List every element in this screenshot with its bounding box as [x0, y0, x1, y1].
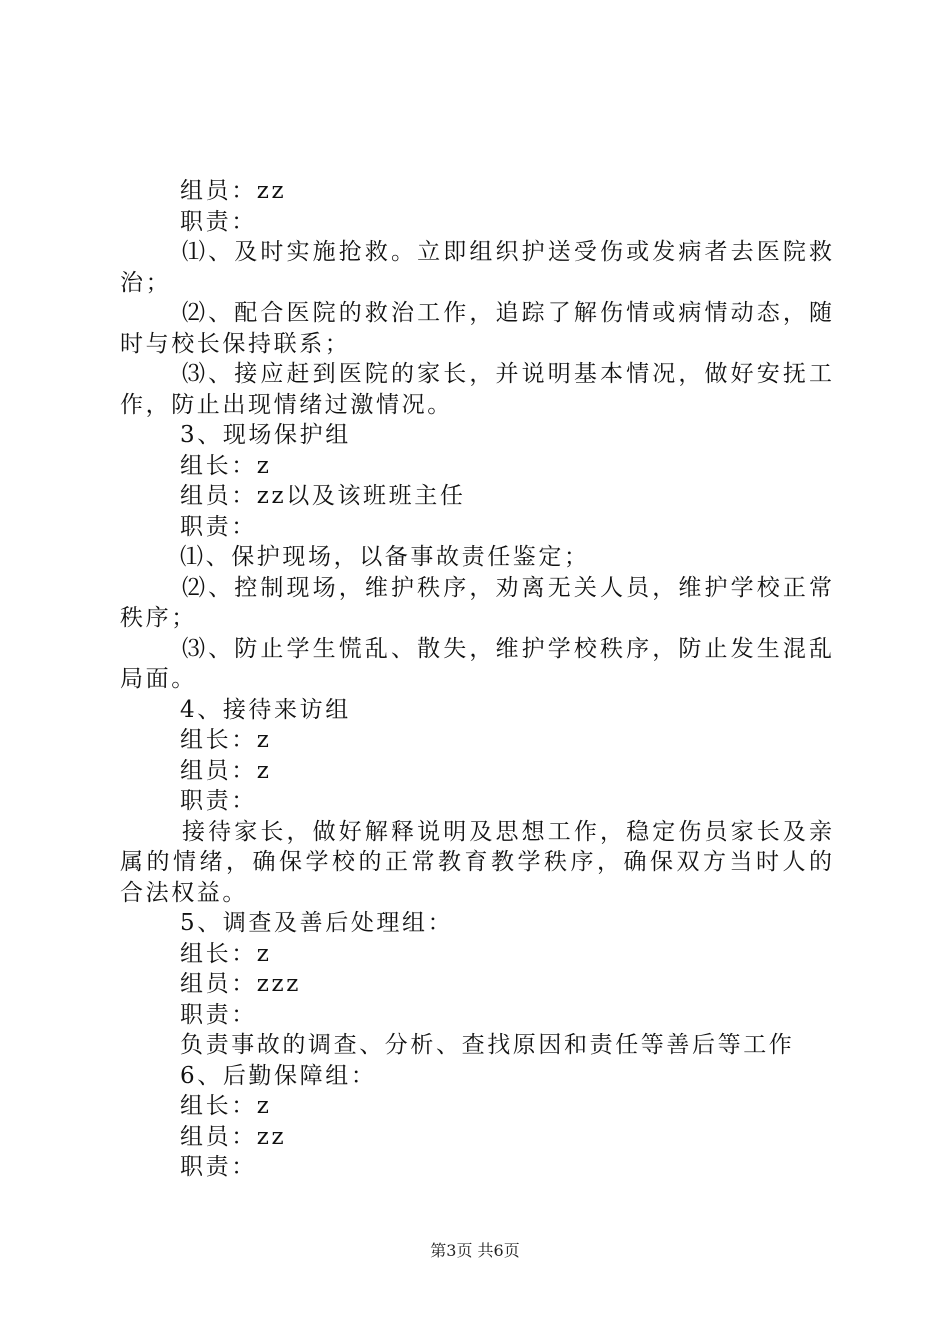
text-char: 、: [208, 635, 232, 662]
text-char: 序: [626, 635, 650, 662]
text-char: 时: [260, 239, 284, 265]
text-char: 作: [443, 300, 467, 326]
text-char: 家: [417, 361, 441, 387]
text-char: 乱: [364, 635, 388, 662]
text-line: 6、后勤保障组：: [180, 1062, 377, 1089]
text-char: 抚: [782, 361, 806, 387]
text-char: 学: [517, 849, 541, 875]
text-line: [120, 847, 832, 878]
text-char: 并: [495, 361, 519, 387]
text-char: ⑶: [182, 361, 205, 387]
text-char: 或: [626, 239, 650, 265]
text-line: ⑴、保护现场，以备事故责任鉴定；: [180, 544, 590, 570]
text-line: [120, 634, 832, 665]
text-char: 序: [570, 849, 594, 875]
text-char: 发: [652, 239, 676, 265]
text-char: 或: [652, 300, 676, 326]
text-char: 常: [411, 849, 435, 875]
text-line: 负责事故的调查、分析、查找原因和责任等善后等工作: [180, 1032, 795, 1058]
text-char: 工: [417, 300, 441, 326]
text-line: [120, 359, 832, 390]
text-char: 应: [260, 361, 284, 387]
text-char: 长: [260, 818, 284, 845]
text-char: 院: [364, 361, 388, 387]
text-char: ，: [286, 818, 310, 845]
text-char: 秩: [600, 635, 623, 662]
text-char: 伤: [678, 818, 702, 845]
text-char: 混: [782, 635, 806, 662]
text-char: 的: [809, 849, 832, 875]
text-char: 释: [391, 818, 414, 845]
text-char: 育: [464, 849, 488, 875]
text-line: 秩序；: [120, 605, 197, 631]
text-line: 组长：z: [180, 1093, 272, 1119]
text-char: 的: [358, 849, 382, 875]
text-char: 解: [573, 300, 597, 326]
text-char: 长: [443, 361, 467, 387]
text-char: 思: [495, 818, 519, 845]
text-char: 态: [756, 300, 780, 326]
text-char: 说: [417, 818, 441, 845]
text-char: 医: [338, 361, 362, 387]
text-char: ，: [678, 361, 702, 387]
text-char: 序: [443, 574, 467, 601]
text-char: 校: [332, 849, 355, 875]
text-char: 及: [469, 818, 493, 845]
text-char: ，: [469, 574, 493, 601]
text-char: ，: [782, 300, 806, 326]
text-char: 护: [391, 574, 414, 601]
document-body: [120, 176, 832, 1183]
text-char: 、: [208, 361, 232, 387]
text-char: ，: [469, 635, 493, 662]
text-char: 确: [252, 849, 276, 875]
text-line: 组员：zz: [180, 1123, 287, 1150]
text-line: 组员：zz: [180, 178, 287, 204]
text-char: ，: [600, 818, 623, 845]
text-char: 双: [676, 849, 700, 875]
text-char: 到: [312, 361, 336, 387]
text-char: 秩: [417, 574, 441, 601]
text-char: 即: [443, 239, 467, 265]
text-line: 5、调查及善后处理组：: [180, 910, 454, 936]
text-char: 织: [495, 239, 519, 265]
text-char: 教: [491, 849, 514, 875]
text-char: 踪: [521, 300, 545, 326]
text-char: 现: [286, 574, 310, 601]
text-char: 赶: [286, 361, 310, 387]
text-char: 者: [704, 239, 728, 265]
text-char: 受: [573, 239, 597, 265]
text-char: 学: [547, 635, 571, 662]
text-char: 动: [730, 300, 754, 326]
text-char: 学: [305, 849, 329, 875]
text-line: 3、现场保护组: [180, 422, 351, 448]
text-char: 情: [626, 361, 650, 387]
text-line: [120, 237, 832, 268]
text-char: 追: [495, 300, 519, 326]
text-line: 组长：z: [180, 940, 272, 967]
text-line: 局面。: [120, 666, 197, 692]
text-char: 属: [120, 849, 143, 875]
text-line: 合法权益。: [120, 879, 248, 906]
text-char: 长: [756, 818, 780, 845]
text-line: [120, 573, 832, 604]
text-char: 做: [704, 361, 728, 387]
text-char: 、: [208, 300, 232, 326]
text-char: 稳: [626, 818, 650, 845]
text-char: 待: [208, 818, 232, 845]
text-char: 控: [234, 574, 258, 601]
text-char: 防: [678, 635, 702, 662]
text-char: 止: [260, 635, 284, 662]
text-char: ，: [469, 300, 493, 326]
text-char: 家: [234, 818, 258, 845]
text-char: 情: [173, 849, 196, 875]
text-char: 去: [730, 239, 754, 265]
text-char: 校: [756, 574, 780, 601]
text-char: 送: [547, 239, 571, 265]
text-char: 合: [260, 300, 284, 326]
text-char: 正: [782, 574, 806, 601]
text-char: 散: [417, 635, 441, 662]
text-char: 慌: [338, 635, 362, 662]
text-char: 防: [234, 635, 258, 662]
text-char: 安: [756, 361, 780, 387]
text-char: 想: [521, 818, 545, 845]
text-char: 乱: [809, 635, 832, 662]
text-char: 随: [809, 300, 832, 326]
text-char: 发: [730, 635, 754, 662]
text-char: ，: [338, 574, 362, 601]
text-char: 、: [208, 574, 232, 601]
text-line: [120, 817, 832, 848]
text-char: 院: [782, 239, 806, 265]
text-char: 失: [443, 635, 467, 662]
text-char: 工: [547, 818, 571, 845]
text-line: 组员：z: [180, 757, 272, 784]
text-char: 正: [385, 849, 408, 875]
text-char: ⑵: [182, 574, 205, 601]
text-char: ⑵: [182, 300, 205, 326]
text-char: 护: [521, 635, 545, 662]
text-char: ，: [652, 574, 676, 601]
text-line: 职责：: [180, 208, 257, 235]
text-char: 及: [234, 239, 258, 265]
text-char: 伤: [600, 300, 623, 326]
text-line: 组员：zz以及该班班主任: [180, 483, 466, 509]
text-char: 维: [495, 635, 519, 662]
text-char: 明: [443, 818, 467, 845]
text-char: 医: [286, 300, 310, 326]
text-char: 员: [626, 574, 650, 601]
text-char: 配: [234, 300, 258, 326]
text-line: 组员：zzz: [180, 971, 301, 997]
text-line: 组长：z: [180, 727, 272, 753]
text-char: 解: [364, 818, 388, 845]
text-char: 校: [573, 635, 597, 662]
text-char: 好: [730, 361, 754, 387]
text-char: 病: [678, 300, 702, 326]
text-char: 常: [809, 574, 832, 601]
text-char: 况: [652, 361, 676, 387]
text-char: 维: [678, 574, 702, 601]
text-char: 接: [234, 361, 258, 387]
text-char: 救: [809, 239, 832, 265]
text-char: ⑶: [182, 635, 205, 662]
text-char: 保: [279, 849, 302, 875]
text-char: 施: [312, 239, 336, 265]
text-line: 组长：z: [180, 452, 272, 479]
text-char: 、: [208, 239, 232, 265]
text-char: 绪: [199, 849, 223, 875]
text-char: 时: [756, 849, 779, 875]
text-char: 定: [652, 818, 676, 845]
text-char: 治: [391, 300, 414, 326]
text-char: 抢: [338, 239, 362, 265]
text-char: 医: [756, 239, 780, 265]
text-char: 、: [391, 635, 414, 662]
page-footer: 第3页 共6页: [430, 1241, 520, 1260]
text-char: 实: [286, 239, 310, 265]
text-char: 病: [678, 239, 702, 265]
text-char: 止: [704, 635, 728, 662]
text-char: 院: [312, 300, 336, 326]
text-char: 情: [704, 300, 728, 326]
text-line: 时与校长保持联系；: [120, 330, 351, 357]
text-char: 员: [704, 818, 728, 845]
text-char: 好: [338, 818, 362, 845]
text-char: 做: [312, 818, 336, 845]
text-char: 作: [573, 818, 597, 845]
text-char: 本: [600, 361, 623, 387]
text-char: ，: [469, 361, 493, 387]
text-char: 确: [623, 849, 647, 875]
text-char: 生: [756, 635, 780, 662]
text-char: 生: [312, 635, 336, 662]
text-char: 教: [438, 849, 461, 875]
text-char: ，: [226, 849, 249, 875]
text-char: 基: [573, 361, 597, 387]
text-char: 离: [521, 574, 545, 601]
text-char: 组: [469, 239, 493, 265]
text-char: 说: [521, 361, 545, 387]
text-char: 。: [391, 239, 414, 265]
text-char: 场: [312, 574, 336, 601]
text-char: 关: [573, 574, 597, 601]
text-char: 了: [547, 300, 571, 326]
text-char: 制: [260, 574, 284, 601]
text-line: 作，防止出现情绪过激情况。: [120, 391, 453, 418]
text-char: 学: [730, 574, 754, 601]
text-char: 明: [547, 361, 571, 387]
text-char: 护: [521, 239, 545, 265]
text-char: 方: [703, 849, 726, 875]
text-char: 家: [730, 818, 754, 845]
text-char: 护: [704, 574, 728, 601]
text-char: 维: [364, 574, 388, 601]
text-char: 的: [146, 849, 170, 875]
text-char: 工: [809, 361, 832, 387]
text-char: 秩: [544, 849, 567, 875]
text-char: ，: [597, 849, 620, 875]
text-char: 无: [547, 574, 571, 601]
text-char: 保: [650, 849, 673, 875]
text-char: 人: [600, 574, 623, 601]
text-char: 劝: [495, 574, 519, 601]
text-char: 的: [391, 361, 414, 387]
text-char: 伤: [600, 239, 623, 265]
text-char: 接: [182, 818, 205, 845]
text-line: 职责：: [180, 1154, 257, 1180]
text-char: 亲: [809, 818, 832, 845]
text-char: 的: [338, 300, 362, 326]
text-line: [120, 298, 832, 329]
text-char: 救: [364, 300, 388, 326]
text-line: 职责：: [180, 788, 257, 814]
text-line: 4、接待来访组: [180, 696, 351, 723]
text-line: 职责：: [180, 1001, 257, 1028]
text-char: 及: [782, 818, 806, 845]
text-char: 学: [286, 635, 310, 662]
text-char: 情: [626, 300, 650, 326]
text-char: 当: [729, 849, 753, 875]
text-char: 人: [782, 849, 806, 875]
text-char: 立: [417, 239, 441, 265]
text-char: ，: [652, 635, 676, 662]
text-char: ⑴: [182, 239, 205, 265]
text-line: 治；: [120, 269, 172, 296]
text-line: 职责：: [180, 513, 257, 540]
text-char: 救: [364, 239, 388, 265]
